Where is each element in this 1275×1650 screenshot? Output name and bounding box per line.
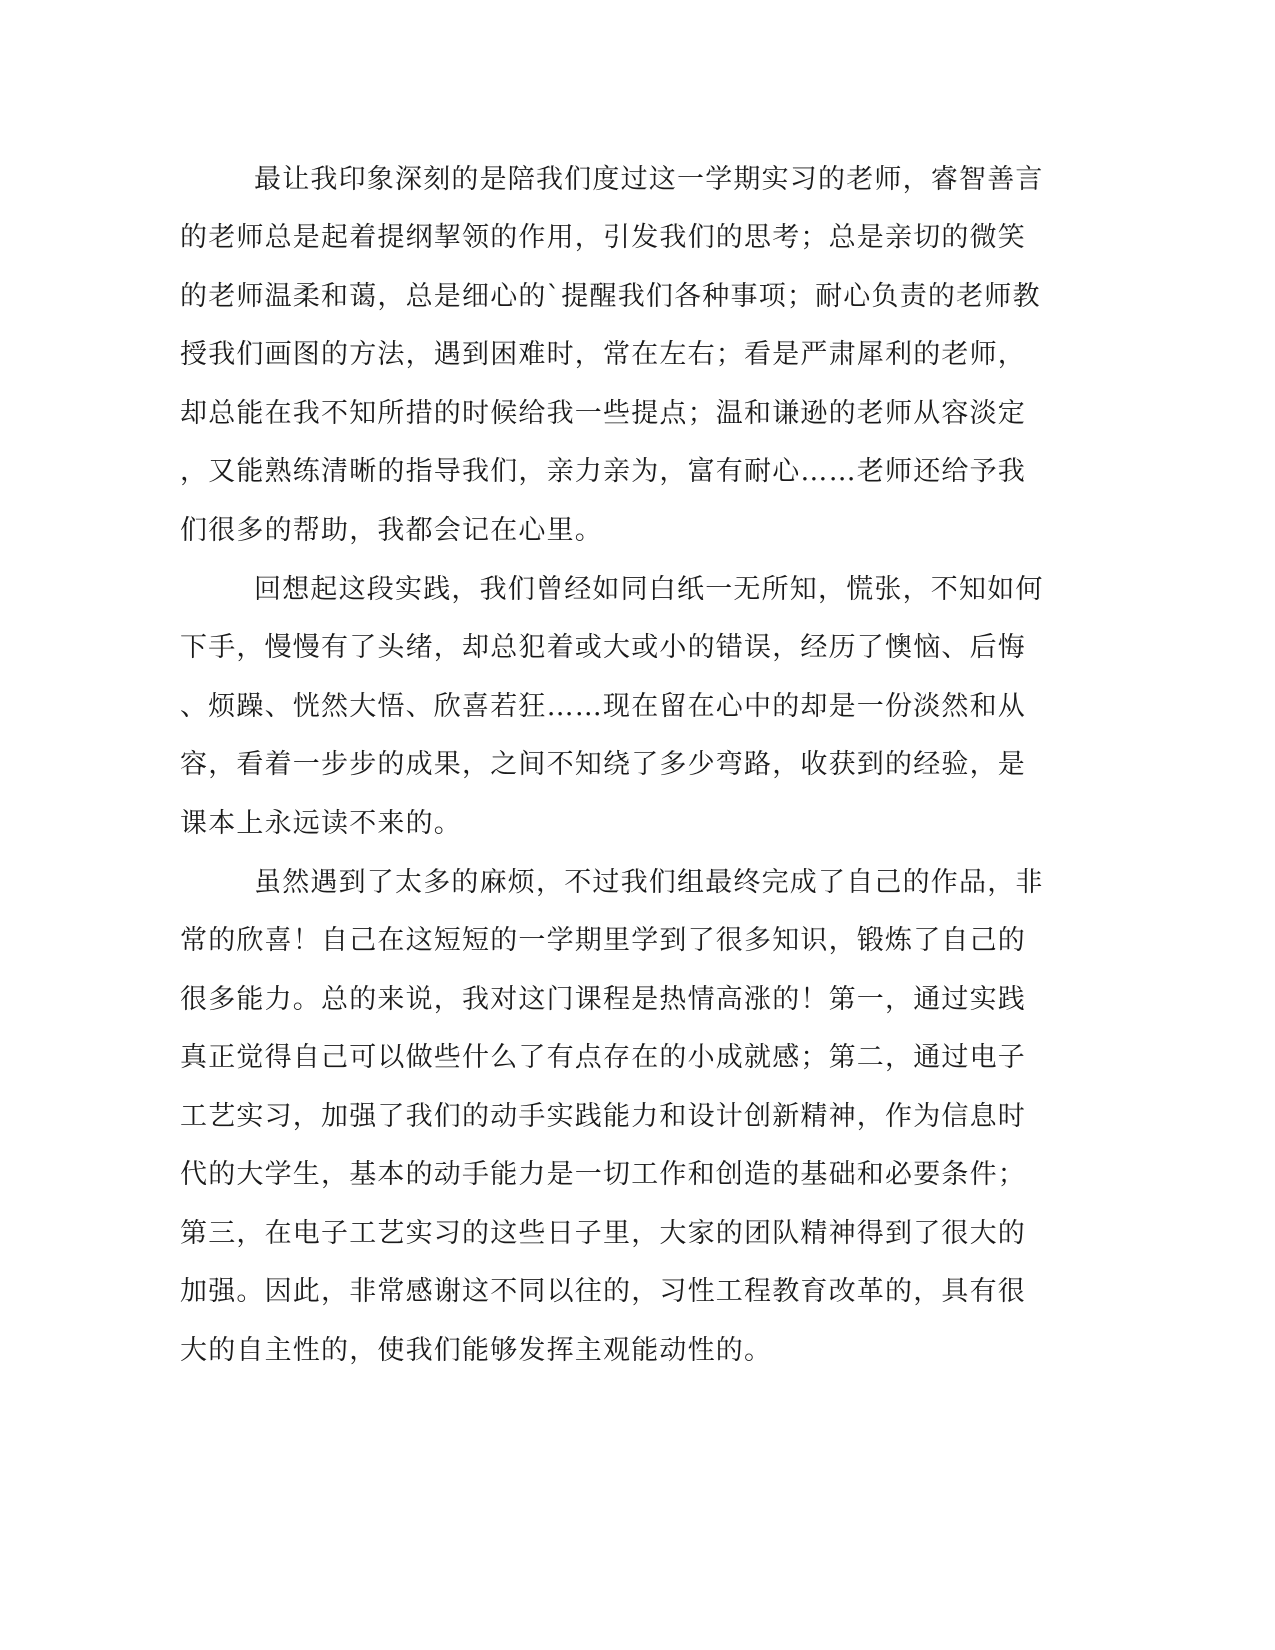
- text-line: 虽然遇到了太多的麻烦，不过我们组最终完成了自己的作品，非: [254, 867, 1044, 898]
- text-line: 却总能在我不知所措的时候给我一些提点；温和谦逊的老师从容淡定: [180, 398, 1026, 429]
- text-line: 大的自主性的，使我们能够发挥主观能动性的。: [180, 1335, 773, 1366]
- text-line: 下手，慢慢有了头绪，却总犯着或大或小的错误，经历了懊恼、后悔: [180, 632, 1026, 663]
- text-line: 的老师总是起着提纲挈领的作用，引发我们的思考；总是亲切的微笑: [180, 222, 1026, 253]
- text-line: 最让我印象深刻的是陪我们度过这一学期实习的老师，睿智善言: [254, 164, 1044, 195]
- text-line: 容，看着一步步的成果，之间不知绕了多少弯路，收获到的经验，是: [180, 749, 1026, 780]
- text-line: 工艺实习，加强了我们的动手实践能力和设计创新精神，作为信息时: [180, 1101, 1026, 1132]
- text-line: 们很多的帮助，我都会记在心里。: [180, 515, 603, 546]
- text-line: 常的欣喜！自己在这短短的一学期里学到了很多知识，锻炼了自己的: [180, 925, 1026, 956]
- text-line: ，又能熟练清晰的指导我们，亲力亲为，富有耐心……老师还给予我: [180, 456, 1026, 487]
- text-line: 的老师温柔和蔼，总是细心的`提醒我们各种事项；耐心负责的老师教: [180, 281, 1041, 312]
- text-line: 、烦躁、恍然大悟、欣喜若狂……现在留在心中的却是一份淡然和从: [180, 691, 1026, 722]
- text-line: 回想起这段实践，我们曾经如同白纸一无所知，慌张，不知如何: [254, 574, 1044, 605]
- text-line: 授我们画图的方法，遇到困难时，常在左右；看是严肃犀利的老师，: [180, 339, 1026, 370]
- text-line: 代的大学生，基本的动手能力是一切工作和创造的基础和必要条件；: [180, 1159, 1026, 1190]
- text-line: 课本上永远读不来的。: [180, 808, 462, 839]
- text-line: 真正觉得自己可以做些什么了有点存在的小成就感；第二，通过电子: [180, 1042, 1026, 1073]
- text-line: 第三，在电子工艺实习的这些日子里，大家的团队精神得到了很大的: [180, 1218, 1026, 1249]
- text-line: 很多能力。总的来说，我对这门课程是热情高涨的！第一，通过实践: [180, 984, 1026, 1015]
- text-line: 加强。因此，非常感谢这不同以往的，习性工程教育改革的，具有很: [180, 1276, 1026, 1307]
